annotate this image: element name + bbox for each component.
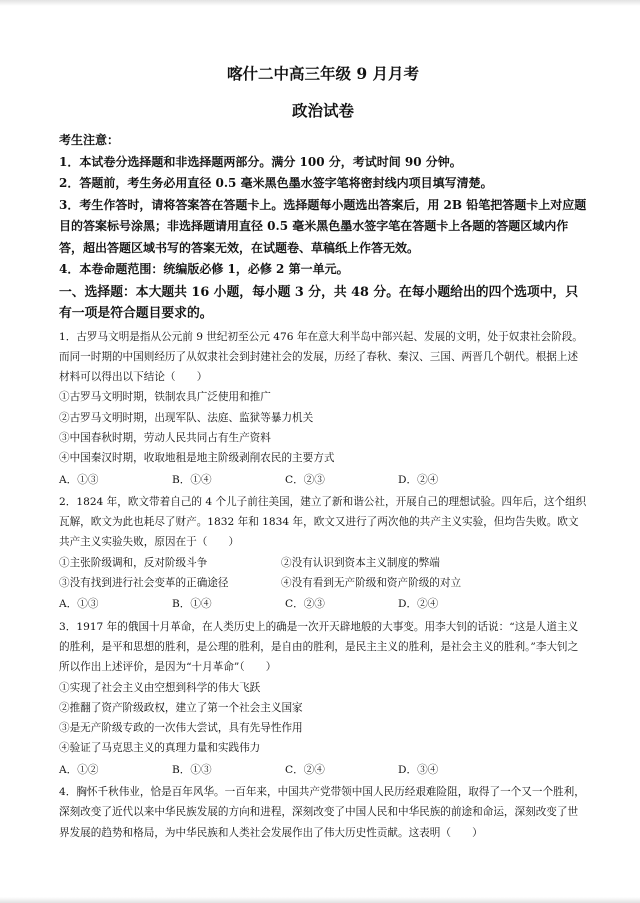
option-d: D．③④ [398, 763, 439, 776]
question-2 [59, 492, 587, 615]
statement: ③中国春秋时期，劳动人民共同占有生产资料 [59, 431, 271, 444]
statement: ④中国秦汉时期，收取地租是地主阶级剥削农民的主要方式 [59, 452, 335, 465]
candidate-notes [59, 130, 587, 281]
question-stem: 1．古罗马文明是指从公元前 9 世纪初至公元 476 年在意大利半岛中部兴起、发展的文明，处于奴隶社会阶段。而同一时期的中国则经历了从奴隶社会到封建社会的发展，历经了春秋、秦汉、三国、两晋几个朝代。根据上述材料可以得出以下结论（ ） [59, 330, 583, 384]
question-4 [59, 782, 587, 843]
exam-title: 喀什二中高三年级 9 月月考 [226, 64, 420, 83]
page-edge-top [0, 0, 640, 6]
question-stem: 3．1917 年的俄国十月革命，在人类历史上的确是一次开天辟地般的大事变。用李大钊的话说：“这是人道主义的胜利，是平和思想的胜利，是公理的胜利，是自由的胜利，是民主主义的胜利，是社会主义的胜利。”李大钊之所以作出上述评价，是因为“十月革命”（ ） [59, 620, 579, 674]
notes-heading: 考生注意： [59, 133, 120, 147]
statement: ④验证了马克思主义的真理力量和实践伟力 [59, 742, 261, 755]
statement: ③没有找到进行社会变革的正确途径 [59, 577, 229, 590]
statement: ①主张阶级调和，反对阶级斗争 [59, 556, 208, 569]
statement: ④没有看到无产阶级和资产阶级的对立 [281, 577, 462, 590]
exam-subject: 政治试卷 [291, 101, 354, 120]
question-3 [59, 617, 587, 780]
option-a: A．①③ [59, 473, 99, 486]
statement: ②推翻了资产阶级政权，建立了第一个社会主义国家 [59, 701, 303, 714]
note-item: 4．本卷命题范围：统编版必修 1，必修 2 第一单元。 [59, 262, 349, 276]
option-c: C．②③ [285, 598, 325, 611]
question-stem: 4．胸怀千秋伟业，恰是百年风华。一百年来，中国共产党带领中国人民历经艰难险阻，取得了一个又一个胜利，深刻改变了近代以来中华民族发展的方向和进程，深刻改变了中国人民和中华民族的前途和命运，深刻改变了世界发展的趋势和格局，为中华民族和人类社会发展作出了伟大历史性贡献。这表明（ ） [59, 786, 585, 839]
note-item: 1．本试卷分选择题和非选择题两部分。满分 100 分，考试时间 90 分钟。 [59, 154, 462, 169]
answer-options [59, 760, 587, 780]
option-c: C．②④ [285, 763, 325, 776]
option-a: A．①③ [59, 598, 99, 611]
option-c: C．②③ [285, 473, 325, 486]
statements [59, 553, 587, 594]
statement: ②古罗马文明时期，出现军队、法庭、监狱等暴力机关 [59, 411, 314, 424]
option-b: B．①③ [172, 763, 212, 776]
option-b: B．①④ [172, 598, 212, 611]
answer-options [59, 594, 587, 614]
question-stem: 2．1824 年，欧文带着自己的 4 个儿子前往美国，建立了新和谐公社，开展自己的理想试验。四年后，这个组织瓦解，欧文为此也耗尽了财产。1832 年和 1834 年，欧文又进行了两次他的共产主义实验，但均告失败。欧文共产主义实验失败，原因在于（ ） [59, 495, 587, 549]
statement: ①实现了社会主义由空想到科学的伟大飞跃 [59, 681, 261, 694]
statement: ①古罗马文明时期，铁制农具广泛使用和推广 [59, 391, 271, 404]
option-b: B．①④ [172, 473, 212, 486]
page-edge-bottom [0, 897, 640, 903]
statement: ②没有认识到资本主义制度的弊端 [281, 556, 440, 569]
option-d: D．②④ [398, 598, 439, 611]
question-1 [59, 327, 587, 490]
exam-page [59, 64, 587, 843]
note-item: 3．考生作答时，请将答案答在答题卡上。选择题每小题选出答案后，用 2B 铅笔把答题卡上对应题目的答案标号涂黑；非选择题请用直径 0.5 毫米黑色墨水签字笔在答题卡上各题的答题区域内作答，超出答题区域书写的答案无效，在试题卷、草稿纸上作答无效。 [59, 197, 587, 255]
note-item: 2．答题前，考生务必用直径 0.5 毫米黑色墨水签字笔将密封线内项目填写清楚。 [59, 176, 493, 190]
option-a: A．①② [59, 763, 99, 776]
statement: ③是无产阶级专政的一次伟大尝试，具有先导性作用 [59, 722, 303, 735]
answer-options [59, 470, 587, 490]
section-title: 一、选择题：本大题共 16 小题，每小题 3 分，共 48 分。在每小题给出的四个选项中，只有一项是符合题目要求的。 [59, 284, 579, 321]
option-d: D．②④ [398, 473, 439, 486]
